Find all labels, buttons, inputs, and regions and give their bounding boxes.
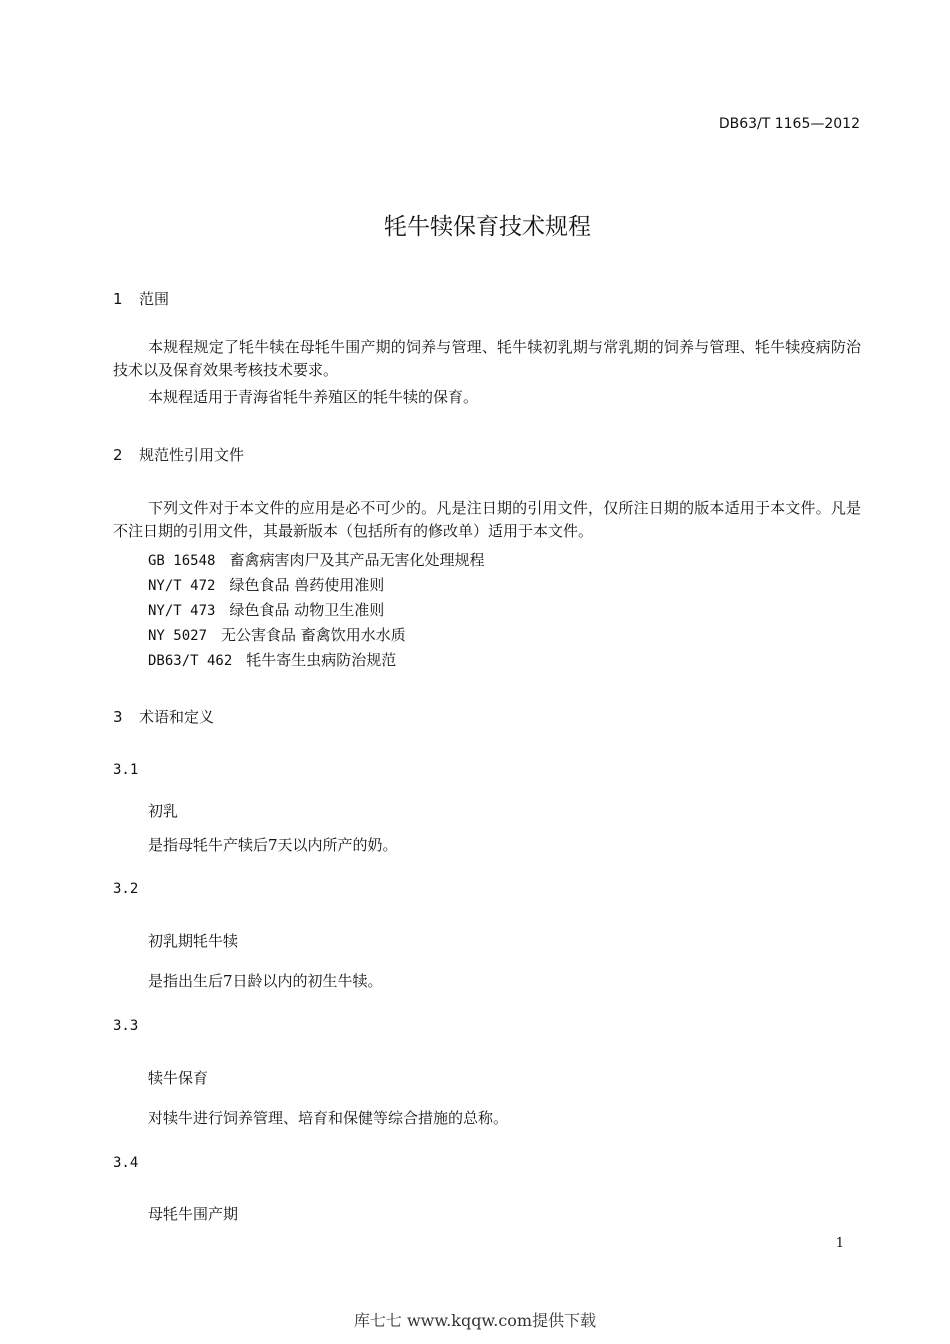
section-2-heading <box>113 444 244 465</box>
reference-code: GB 16548 <box>148 553 216 569</box>
download-watermark: 库七七 www.kqqw.com提供下载 <box>353 1311 597 1330</box>
reference-item <box>148 599 384 620</box>
reference-title: 绿色食品 动物卫生准则 <box>229 601 385 619</box>
reference-code: NY/T 472 <box>148 578 216 594</box>
section-title: 范围 <box>139 290 170 308</box>
reference-code: NY 5027 <box>148 628 208 644</box>
section-1-paragraph-1: 本规程规定了牦牛犊在母牦牛围产期的饲养与管理、牦牛犊初乳期与常乳期的饲养与管理、牦牛犊疫病防治技术以及保育效果考核技术要求。 <box>113 338 861 379</box>
reference-title: 畜禽病害肉尸及其产品无害化处理规程 <box>229 551 485 569</box>
term-name: 初乳 <box>148 802 179 820</box>
term-definition: 是指出生后7日龄以内的初生牛犊。 <box>148 972 383 990</box>
section-title: 术语和定义 <box>139 708 215 726</box>
document-title: 牦牛犊保育技术规程 <box>384 214 591 240</box>
reference-item <box>148 549 484 570</box>
term-name: 初乳期牦牛犊 <box>148 932 239 950</box>
section-title: 规范性引用文件 <box>139 446 245 464</box>
section-1-heading <box>113 288 169 309</box>
term-number: 3.2 <box>113 881 139 897</box>
term-name: 母牦牛围产期 <box>148 1205 239 1223</box>
term-definition: 对犊牛进行饲养管理、培育和保健等综合措施的总称。 <box>148 1109 509 1127</box>
section-1-paragraph-2: 本规程适用于青海省牦牛养殖区的牦牛犊的保育。 <box>148 388 479 406</box>
reference-title: 无公害食品 畜禽饮用水水质 <box>221 626 406 644</box>
term-number: 3.4 <box>113 1155 139 1171</box>
term-number: 3.1 <box>113 762 139 778</box>
term-number: 3.3 <box>113 1018 139 1034</box>
reference-code: DB63/T 462 <box>148 653 233 669</box>
reference-item <box>148 649 396 670</box>
document-code: DB63/T 1165—2012 <box>718 116 860 132</box>
reference-title: 绿色食品 兽药使用准则 <box>229 576 385 594</box>
term-definition: 是指母牦牛产犊后7天以内所产的奶。 <box>148 836 398 854</box>
section-number: 1 <box>113 290 123 308</box>
reference-item <box>148 624 406 645</box>
section-3-heading <box>113 706 214 727</box>
reference-code: NY/T 473 <box>148 603 216 619</box>
section-2-paragraph-1: 下列文件对于本文件的应用是必不可少的。凡是注日期的引用文件，仅所注日期的版本适用于本文件。凡是不注日期的引用文件，其最新版本（包括所有的修改单）适用于本文件。 <box>113 499 861 540</box>
section-number: 3 <box>113 708 123 726</box>
section-number: 2 <box>113 446 123 464</box>
reference-item <box>148 574 384 595</box>
term-name: 犊牛保育 <box>148 1069 209 1087</box>
page-number: 1 <box>835 1236 844 1251</box>
reference-title: 牦牛寄生虫病防治规范 <box>246 651 397 669</box>
